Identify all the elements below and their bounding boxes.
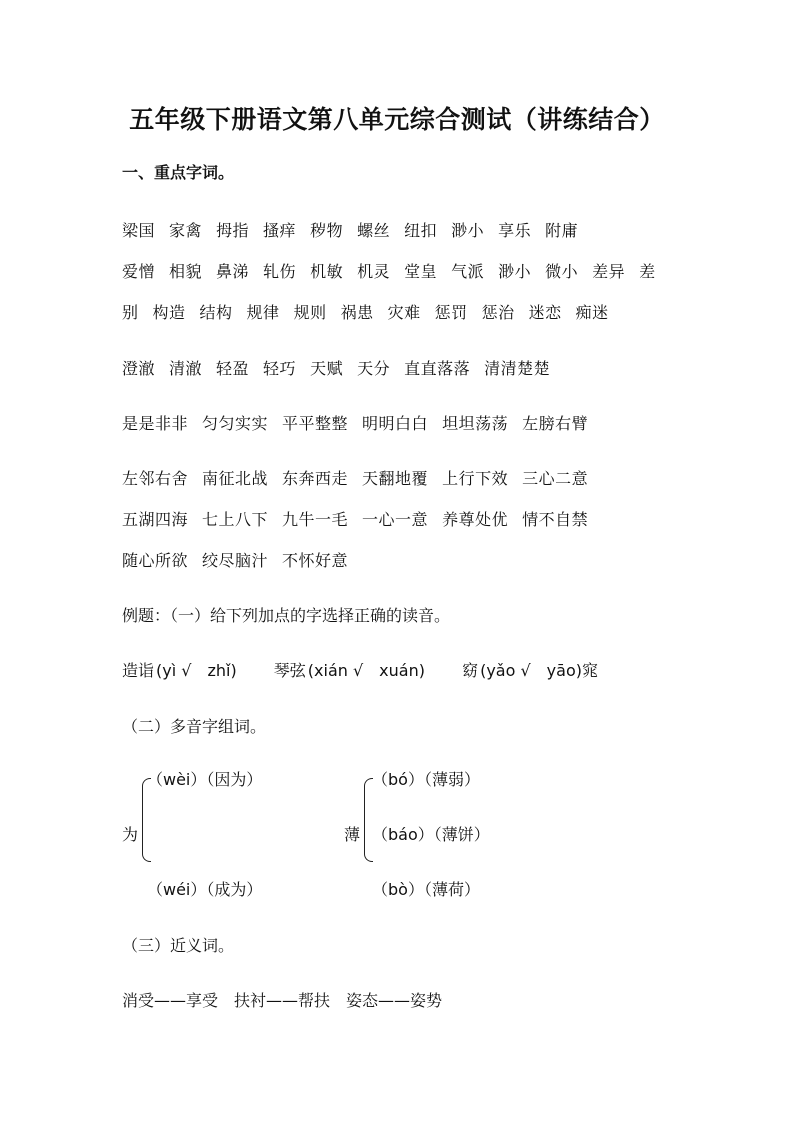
vocab-word: 澄澈 [122,359,156,378]
vocab-word: 上行下效 [442,469,509,488]
vocab-word: 七上八下 [202,510,269,529]
reading-line [122,658,630,681]
vocab-word: 结构 [199,303,233,322]
vocab-word: 坦坦荡荡 [442,414,509,433]
vocab-line [122,300,609,323]
vocab-word: 纽扣 [404,221,438,240]
vocab-word: 螺丝 [357,221,391,240]
vocab-line [122,466,588,489]
vocab-word: 清澈 [169,359,203,378]
vocab-line [122,218,578,241]
reading-item [122,658,239,681]
vocab-word: 鼻涕 [216,262,250,281]
vocab-word: 差异 [592,262,626,281]
vocab-word: 拇指 [216,221,250,240]
vocab-word: 别 [122,303,139,322]
vocab-word: 轻盈 [216,359,250,378]
vocab-word: 情不自禁 [522,510,589,529]
vocab-word: 轧伤 [263,262,297,281]
synonym-line: 消受——享受 扶衬——帮扶 姿态——姿势 [122,991,443,1010]
vocab-word: 规则 [293,303,327,322]
vocab-word: 天分 [357,359,391,378]
vocab-word: 构造 [152,303,186,322]
vocab-word: 气派 [451,262,485,281]
reading-word: 造诣 [122,661,155,680]
example-heading: 例题：（一）给下列加点的字选择正确的读音。 [122,606,451,625]
reading-word: 琴弦 [273,661,306,680]
vocab-line [122,259,656,282]
vocab-word: 渺小 [498,262,532,281]
vocab-word: 九牛一毛 [282,510,349,529]
vocab-word: 天翻地覆 [362,469,429,488]
vocab-word: 东奔西走 [282,469,349,488]
vocab-word: 三心二意 [522,469,589,488]
reading-options: (xián √ xuán) [307,661,425,680]
vocab-word: 左膀右臂 [522,414,589,433]
vocab-word: 直直落落 [404,359,471,378]
vocab-word: 搔痒 [263,221,297,240]
reading-word: 窈 [462,661,479,680]
vocab-word: 微小 [545,262,579,281]
vocab-word: 五湖四海 [122,510,189,529]
vocab-word: 左邻右舍 [122,469,189,488]
vocab-word: 差 [639,262,656,281]
vocab-word: 机敏 [310,262,344,281]
polyphone-item: （bò）（薄荷） [372,880,480,899]
reading-options: (yǎo √ yāo)窕 [480,661,598,680]
vocab-word: 惩罚 [434,303,468,322]
vocab-word: 迷恋 [528,303,562,322]
vocab-word: 享乐 [498,221,532,240]
vocab-word: 不怀好意 [282,551,349,570]
reading-item [462,658,600,681]
vocab-word: 渺小 [451,221,485,240]
vocab-word: 南征北战 [202,469,269,488]
vocab-word: 秽物 [310,221,344,240]
vocab-word: 规律 [246,303,280,322]
vocab-word: 家禽 [169,221,203,240]
vocab-word: 惩治 [481,303,515,322]
polyphone-char: 为 [122,825,139,844]
polyphone-char: 薄 [344,825,361,844]
reading-options: (yì √ zhǐ) [156,661,237,680]
vocab-word: 天赋 [310,359,344,378]
vocab-word: 明明白白 [362,414,429,433]
vocab-word: 清清楚楚 [484,359,551,378]
polyphone-item: （bó）（薄弱） [372,770,480,789]
vocab-line [122,507,588,530]
vocab-line [122,548,348,571]
vocab-word: 是是非非 [122,414,189,433]
polyphone-item: （wéi）（成为） [147,880,263,899]
brace [364,778,373,862]
reading-item [274,658,427,681]
vocab-word: 匀匀实实 [202,414,269,433]
vocab-word: 相貌 [169,262,203,281]
polyphone-heading: （二）多音字组词。 [122,717,267,736]
page-title: 五年级下册语文第八单元综合测试（讲练结合） [129,105,665,134]
vocab-word: 灾难 [387,303,421,322]
vocab-word: 机灵 [357,262,391,281]
vocab-word: 绞尽脑汁 [202,551,269,570]
vocab-word: 堂皇 [404,262,438,281]
synonym-heading: （三）近义词。 [122,936,235,955]
vocab-word: 随心所欲 [122,551,189,570]
section-heading-key-words: 一、重点字词。 [122,163,235,182]
vocab-word: 轻巧 [263,359,297,378]
vocab-word: 梁国 [122,221,156,240]
vocab-word: 爱憎 [122,262,156,281]
vocab-line [122,411,588,434]
vocab-word: 痴迷 [575,303,609,322]
vocab-word: 一心一意 [362,510,429,529]
polyphone-item: （báo）（薄饼） [372,825,490,844]
vocab-word: 附庸 [545,221,579,240]
brace [142,778,151,862]
polyphone-item: （wèi）（因为） [147,770,263,789]
vocab-word: 平平整整 [282,414,349,433]
vocab-word: 祸患 [340,303,374,322]
vocab-word: 养尊处优 [442,510,509,529]
vocab-line [122,356,550,379]
